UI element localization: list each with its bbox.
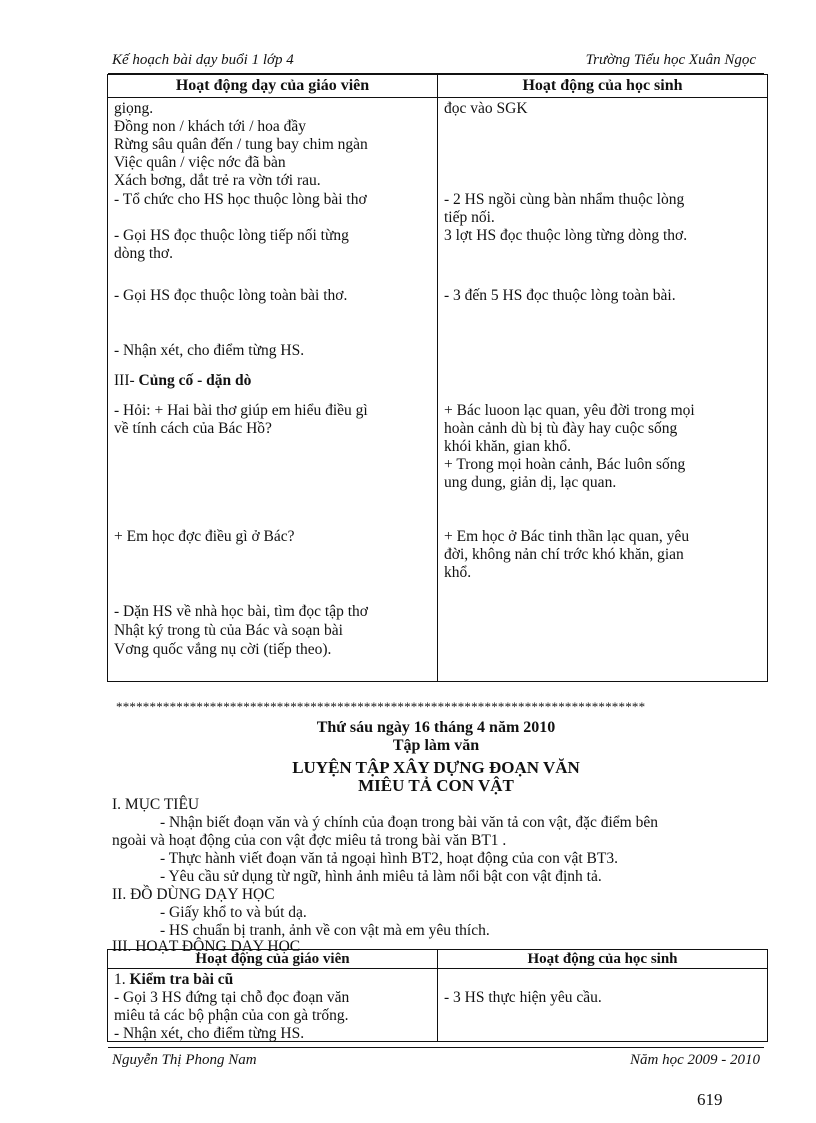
- objective-item: - Yêu cầu sử dụng từ ngữ, hình ảnh miêu tả làm nổi bật con vật định tả.: [160, 868, 602, 885]
- table1-body-row: [108, 98, 768, 682]
- lesson-subject: Tập làm văn: [392, 737, 480, 754]
- table2-teacher-cell: [108, 969, 438, 1042]
- teacher-line: + Em học đợc điều gì ở Bác?: [114, 528, 295, 545]
- student-line: - 3 HS thực hiện yêu cầu.: [444, 989, 602, 1006]
- table1-student-cell: [438, 98, 768, 682]
- student-line: + Trong mọi hoàn cảnh, Bác luôn sống: [444, 456, 686, 473]
- table2-header-row: [108, 950, 768, 969]
- student-line: đọc vào SGK: [444, 100, 528, 117]
- objective-item: ngoài và hoạt động của con vật đợc miêu tả trong bài văn BT1 .: [112, 832, 507, 849]
- footer-author: Nguyễn Thị Phong Nam: [112, 1052, 257, 1068]
- table2-student-cell: [438, 969, 768, 1042]
- table1-teacher-cell: [108, 98, 438, 682]
- table1-col-student: Hoạt động của học sinh: [438, 75, 768, 98]
- item-heading: [114, 971, 233, 989]
- student-line: - 3 đến 5 HS đọc thuộc lòng toàn bài.: [444, 287, 676, 304]
- materials-heading: II. ĐỒ DÙNG DẠY HỌC: [112, 886, 275, 903]
- teacher-line: - Tổ chức cho HS học thuộc lòng bài thơ: [114, 191, 367, 208]
- objectives-heading: I. MỤC TIÊU: [112, 796, 200, 813]
- lesson-title-line2: MIÊU TẢ CON VẬT: [358, 776, 514, 795]
- item-title: Kiểm tra bài cũ: [129, 971, 234, 988]
- activity-table-1: [107, 74, 768, 682]
- teacher-line: - Dặn HS về nhà học bài, tìm đọc tập thơ: [114, 603, 368, 620]
- table1-header-row: [108, 75, 768, 98]
- teacher-line: Xách bơng, dắt trẻ ra vờn tới rau.: [114, 172, 321, 189]
- objective-item: - Nhận biết đoạn văn và ý chính của đoạn trong bài văn tả con vật, đặc điểm bên: [160, 814, 658, 831]
- lesson-title-line1: LUYỆN TẬP XÂY DỰNG ĐOẠN VĂN: [292, 758, 580, 777]
- teacher-line: giọng.: [114, 100, 154, 117]
- activities-heading: III. HOẠT ĐỘNG DẠY HỌC: [112, 938, 301, 955]
- footer-school-year: Năm học 2009 - 2010: [630, 1052, 760, 1068]
- teacher-line: - Gọi HS đọc thuộc lòng tiếp nối từng: [114, 227, 349, 244]
- teacher-line: Nhật ký trong tù của Bác và soạn bài: [114, 622, 343, 639]
- student-line: đời, không nản chí trớc khó khăn, gian: [444, 546, 684, 563]
- student-line: khói khăn, gian khổ.: [444, 438, 571, 455]
- student-line: khổ.: [444, 564, 472, 581]
- teacher-line: - Gọi 3 HS đứng tại chỗ đọc đoạn văn: [114, 989, 350, 1006]
- teacher-line: - Gọi HS đọc thuộc lòng toàn bài thơ.: [114, 287, 348, 304]
- student-line: - 2 HS ngồi cùng bàn nhẩm thuộc lòng: [444, 191, 685, 208]
- table1-col-teacher: Hoạt động dạy của giáo viên: [108, 75, 438, 98]
- separator-stars: *******************************************************************************: [116, 699, 646, 714]
- teacher-line: về tính cách của Bác Hồ?: [114, 420, 272, 437]
- page-header: [108, 50, 760, 72]
- objective-item: - Thực hành viết đoạn văn tả ngoại hình BT2, hoạt động của con vật BT3.: [160, 850, 618, 867]
- item-number: 1.: [114, 971, 126, 988]
- header-plan-title: Kế hoạch bài dạy buổi 1 lớp 4: [112, 52, 294, 68]
- teacher-line: Đồng non / khách tới / hoa đầy: [114, 118, 307, 135]
- page-number: 619: [697, 1090, 723, 1109]
- student-line: hoàn cảnh dù bị tù đày hay cuộc sống: [444, 420, 678, 437]
- teacher-line: Rừng sâu quân đến / tung bay chim ngàn: [114, 136, 368, 153]
- teacher-line: - Nhận xét, cho điểm từng HS.: [114, 1025, 305, 1042]
- student-line: tiếp nối.: [444, 209, 495, 226]
- teacher-line: Vơng quốc vắng nụ cời (tiếp theo).: [114, 641, 332, 658]
- table2-body-row: [108, 969, 768, 1042]
- lesson-date: Thứ sáu ngày 16 tháng 4 năm 2010: [316, 719, 556, 736]
- table2-col-teacher: Hoạt động của giáo viên: [108, 950, 438, 969]
- section-roman-numeral: III-: [114, 372, 135, 389]
- teacher-line: - Nhận xét, cho điểm từng HS.: [114, 342, 305, 359]
- table2-col-student: Hoạt động của học sinh: [438, 950, 768, 969]
- footer-divider: [108, 1047, 764, 1048]
- student-line: ung dung, giản dị, lạc quan.: [444, 474, 617, 491]
- section-heading-consolidate: Củng cố - dặn dò: [138, 372, 252, 389]
- materials-item: - Giấy khổ to và bút dạ.: [160, 904, 307, 921]
- header-school-name: Trường Tiểu học Xuân Ngọc: [585, 52, 756, 68]
- teacher-line: miêu tả các bộ phận của con gà trống.: [114, 1007, 349, 1024]
- teacher-line: dòng thơ.: [114, 245, 174, 262]
- section-heading-line: [114, 372, 251, 390]
- teacher-line: Việc quân / việc nớc đã bàn: [114, 154, 286, 171]
- student-line: + Bác luoon lạc quan, yêu đời trong mọi: [444, 402, 695, 419]
- materials-item: - HS chuẩn bị tranh, ảnh về con vật mà em yêu thích.: [160, 922, 490, 939]
- activity-table-2: [107, 949, 768, 1042]
- teacher-line: - Hỏi: + Hai bài thơ giúp em hiểu điều gì: [114, 402, 368, 419]
- student-line: + Em học ở Bác tinh thần lạc quan, yêu: [444, 528, 690, 545]
- student-line: 3 lợt HS đọc thuộc lòng từng dòng thơ.: [444, 227, 688, 244]
